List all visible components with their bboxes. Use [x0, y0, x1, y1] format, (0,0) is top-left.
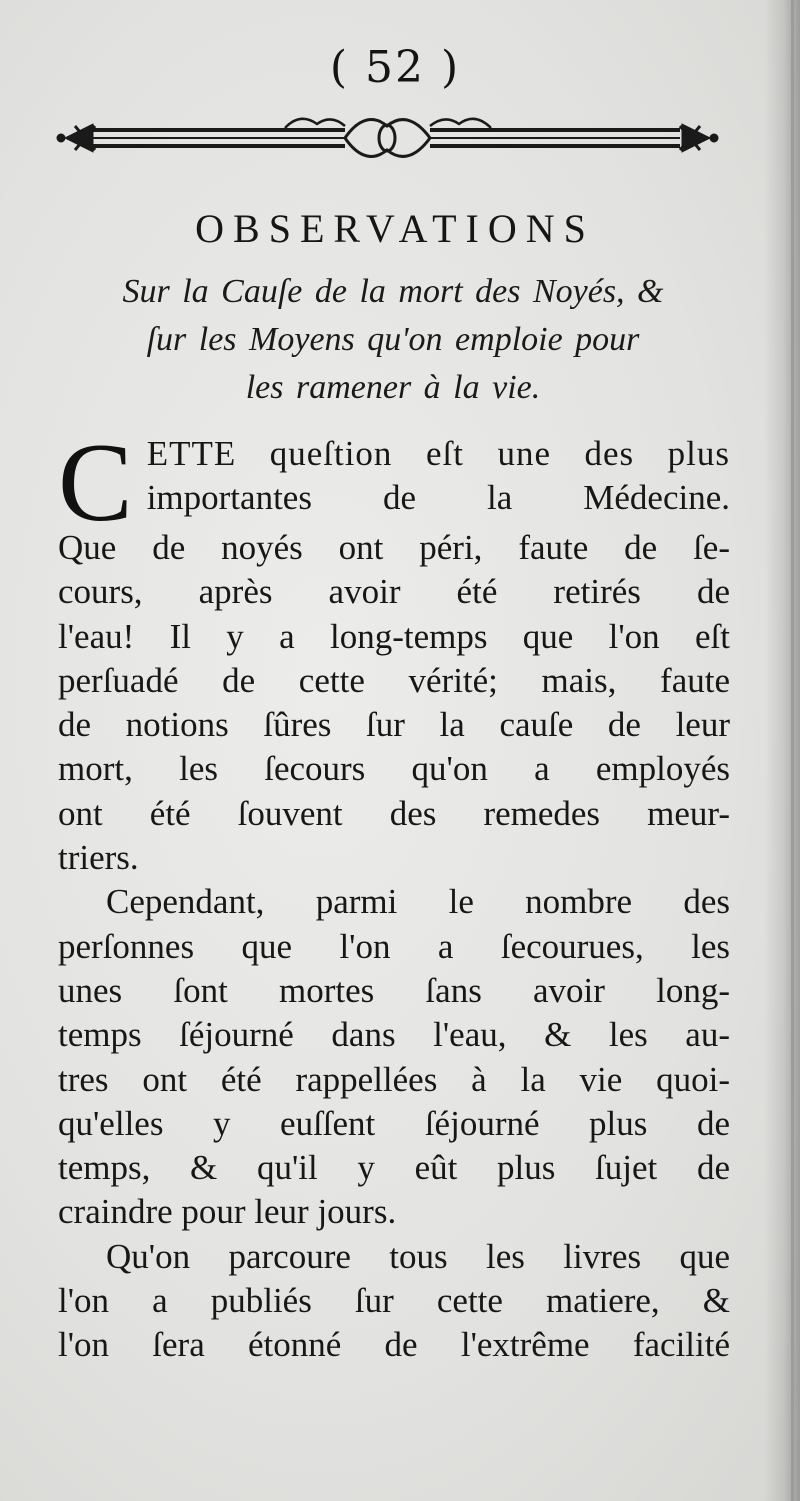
subtitle-line: Sur la Cauſe de la mort des Noyés, & [122, 273, 664, 310]
text-line: ont été ſouvent des remedes meur- [58, 793, 730, 833]
text-line: perſuadé de cette vérité; mais, faute [58, 660, 730, 700]
body-text [58, 421, 730, 1368]
decorative-rule-ornament [55, 108, 720, 166]
text-line: Que de noyés ont péri, faute de ſe- [58, 528, 730, 567]
text-line: Cependant, parmi le nombre des [106, 882, 730, 922]
text-line: importantes de la Médecine. [146, 478, 730, 518]
text-line: l'eau! Il y a long-temps que l'on eſt [58, 616, 730, 656]
text-line: temps, & qu'il y eût plus ſujet de [58, 1148, 730, 1188]
chapter-subtitle [48, 268, 738, 412]
paragraph-2 [58, 880, 730, 1234]
text-line: perſonnes que l'on a ſecourues, les [58, 926, 730, 966]
text-line: qu'elles y euſſent ſéjourné plus de [58, 1103, 730, 1143]
text-line: Qu'on parcoure tous les livres que [106, 1236, 730, 1276]
page-number: ( 52 ) [329, 42, 461, 93]
text-line: l'on ſera étonné de l'extrême facilité [58, 1325, 730, 1365]
text-line: cours, après avoir été retirés de [58, 572, 730, 612]
chapter-title: OBSERVATIONS [195, 206, 595, 251]
subtitle-line: ſur les Moyens qu'on emploie pour [146, 321, 640, 358]
text-line: tres ont été rappellées à la vie quoi- [58, 1059, 730, 1099]
text-line: unes ſont mortes ſans avoir long- [58, 970, 730, 1010]
paragraph-1 [58, 421, 730, 880]
text-line: temps ſéjourné dans l'eau, & les au- [58, 1015, 730, 1055]
subtitle-line: les ramener à la vie. [245, 369, 541, 406]
text-line: triers. [58, 838, 139, 878]
text-line: craindre pour leur jours. [58, 1192, 397, 1232]
text-line: ETTE queſtion eſt une des plus [146, 434, 730, 473]
paragraph-3 [58, 1235, 730, 1368]
text-line: mort, les ſecours qu'on a employés [58, 749, 730, 789]
text-line: de notions ſûres ſur la cauſe de leur [58, 705, 730, 745]
text-line: l'on a publiés ſur cette matiere, & [58, 1281, 730, 1321]
page-edge [791, 0, 794, 1501]
drop-cap: C [58, 421, 133, 545]
